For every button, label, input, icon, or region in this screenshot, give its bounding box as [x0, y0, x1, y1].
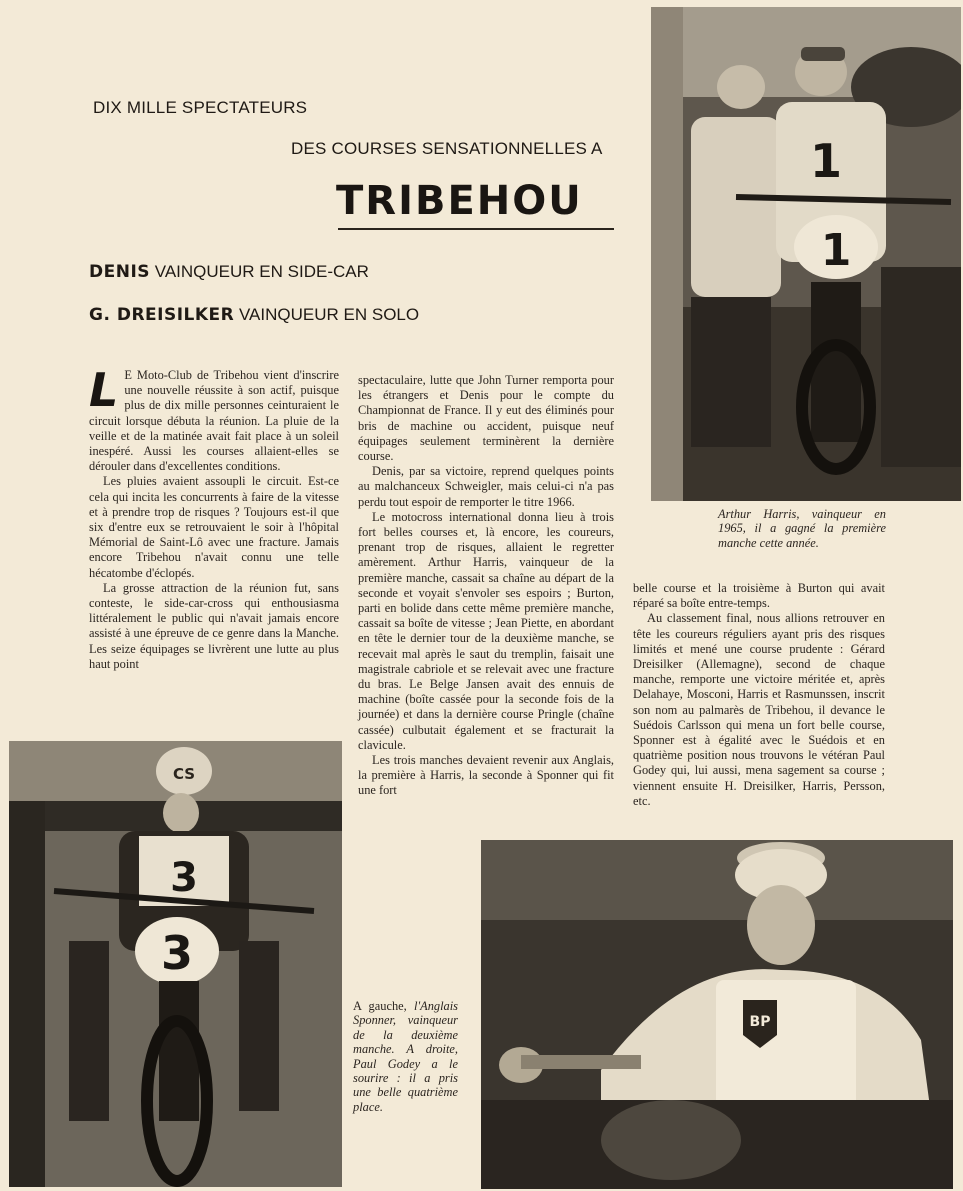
- col1-paragraph-1: [89, 363, 339, 474]
- caption-bottom-text: l'Anglais Sponner, vainqueur de la deuxième manche. A droite, Paul Godey a le sourire : il a pris une belle quatrième place.: [353, 999, 458, 1114]
- col2-paragraph-1: spectaculaire, lutte que John Turner remporta pour les étrangers et Denis pour le compte du Championnat de France. Il y eut des éliminés pour bris de machine ou accident, puisque neuf équipages seulement terminèrent la dernière course.: [358, 373, 614, 464]
- photo-sponner: [9, 741, 342, 1187]
- caption-bottom-prefix: A gauche,: [353, 999, 407, 1013]
- col3-paragraph-2: Au classement final, nous allions retrouver en tête les coureurs réguliers ayant pris des risques limités et mené une course prudente : Gérard Dreisilker (Allemagne), second de chaque manche, remporte une victoire méritée et, après Delahaye, Mosconi, Harris et Rasmunssen, inscrit son nom au palmarès de Tribehou, il devance le Suédois Carlsson qui mena un fort belle course, Sponner est à égalité avec le Suédois et en quatrième position nous trouvons le vétéran Paul Godey qui, lui aussi, mena sagement sa course ; viennent ensuite H. Dreisilker, Harris, Persson, etc.: [633, 611, 885, 808]
- bp-badge-text: BP: [749, 1014, 771, 1030]
- caption-bottom: [353, 999, 458, 1114]
- rider-top-number-bib: 1: [809, 134, 843, 188]
- article-column-1: [89, 363, 339, 672]
- result-sidecar-name: DENIS: [89, 262, 151, 282]
- col3-paragraph-1: belle course et la troisième à Burton qui avait réparé sa boîte entre-temps.: [633, 581, 885, 611]
- caption-top-right: Arthur Harris, vainqueur en 1965, il a gagné la première manche cette année.: [718, 507, 886, 550]
- drop-cap: L: [89, 363, 119, 417]
- col2-paragraph-4: Les trois manches devaient revenir aux Anglais, la première à Harris, la seconde à Sponner qui fit une fort: [358, 753, 614, 798]
- rider-left-number-bib: 3: [170, 855, 198, 901]
- photo-paul-godey: [481, 840, 953, 1189]
- col2-paragraph-3: Le motocross international donna lieu à trois fort belles courses et, là encore, les coureurs, prenant trop de risques, allaient le regretter amèrement. Arthur Harris, vainqueur de la première manche, cassait sa chaîne au départ de la seconde et voyait s'envoler ses espoirs ; Burton, parti en bolide dans cette même première manche, cassait sa boîte de vitesse ; Jean Piette, en abordant en tête le dernier tour de la deuxième manche, se recevait mal après le saut du tremplin, faisait une magistrale cabriole et se relevait avec une fracture du bras. Le Belge Jansen avait des ennuis de machine (boîte cassée pour la seconde fois de la journée) et dans la dernière course Pringle (chaîne cassée) culbutait également et se fracturait la clavicule.: [358, 509, 614, 752]
- kicker-line-2: DES COURSES SENSATIONNELLES A: [291, 139, 603, 158]
- photo-paul-godey-illustration: [481, 840, 953, 1189]
- rider-top-number-plate: 1: [820, 225, 852, 276]
- photo-arthur-harris: [651, 7, 961, 501]
- col2-paragraph-2: Denis, par sa victoire, reprend quelques points au malchanceux Schweigler, mais celui-ci n'a pas perdu tout espoir de remporter le titre 1966.: [358, 464, 614, 509]
- rider-left-number-plate: 3: [160, 926, 194, 980]
- result-solo-text: VAINQUEUR EN SOLO: [238, 305, 420, 324]
- kicker-line-1: DIX MILLE SPECTATEURS: [93, 98, 308, 117]
- result-sidecar: [89, 262, 369, 282]
- col1-paragraph-3: La grosse attraction de la réunion fut, sans conteste, le side-car-cross qui enthousiasma littéralement le public qui n'avait jamais encore assisté à une épreuve de ce genre dans la Manche. Les seize équipages se livrèrent une lutte au plus haut point: [89, 580, 339, 671]
- col1-p1-text: E Moto-Club de Tribehou vient d'inscrire une nouvelle réussite à son actif, puisque plus de dix mille personnes ceinturaient le circuit lorsque débuta la réunion. La pluie de la veille et de la matinée avait fait place à un soleil inespéré. Aussi les courses allaient-elles se dérouler dans d'excellentes conditions.: [89, 368, 339, 474]
- photo-arthur-harris-illustration: [651, 7, 961, 501]
- result-solo-name: G. DREISILKER: [89, 305, 235, 325]
- title-underline: [338, 228, 614, 230]
- article-column-3: [633, 581, 885, 809]
- photo-sponner-illustration: [9, 741, 342, 1187]
- article-column-2: [358, 373, 614, 799]
- result-sidecar-text: VAINQUEUR EN SIDE-CAR: [154, 262, 369, 281]
- result-solo: [89, 305, 419, 325]
- col1-paragraph-2: Les pluies avaient assoupli le circuit. Est-ce cela qui incita les concurrents à faire de la vitesse et à prendre trop de risques ? Toujours est-il que six d'entre eux se retrouvaient le soir à l'hôpital Mémorial de Saint-Lô avec une fracture. Jamais encore Tribehou n'avait connu une telle hécatombe d'éclopés.: [89, 474, 339, 580]
- page-title: TRIBEHOU: [336, 178, 583, 224]
- helmet-badge-text: CS: [172, 765, 196, 783]
